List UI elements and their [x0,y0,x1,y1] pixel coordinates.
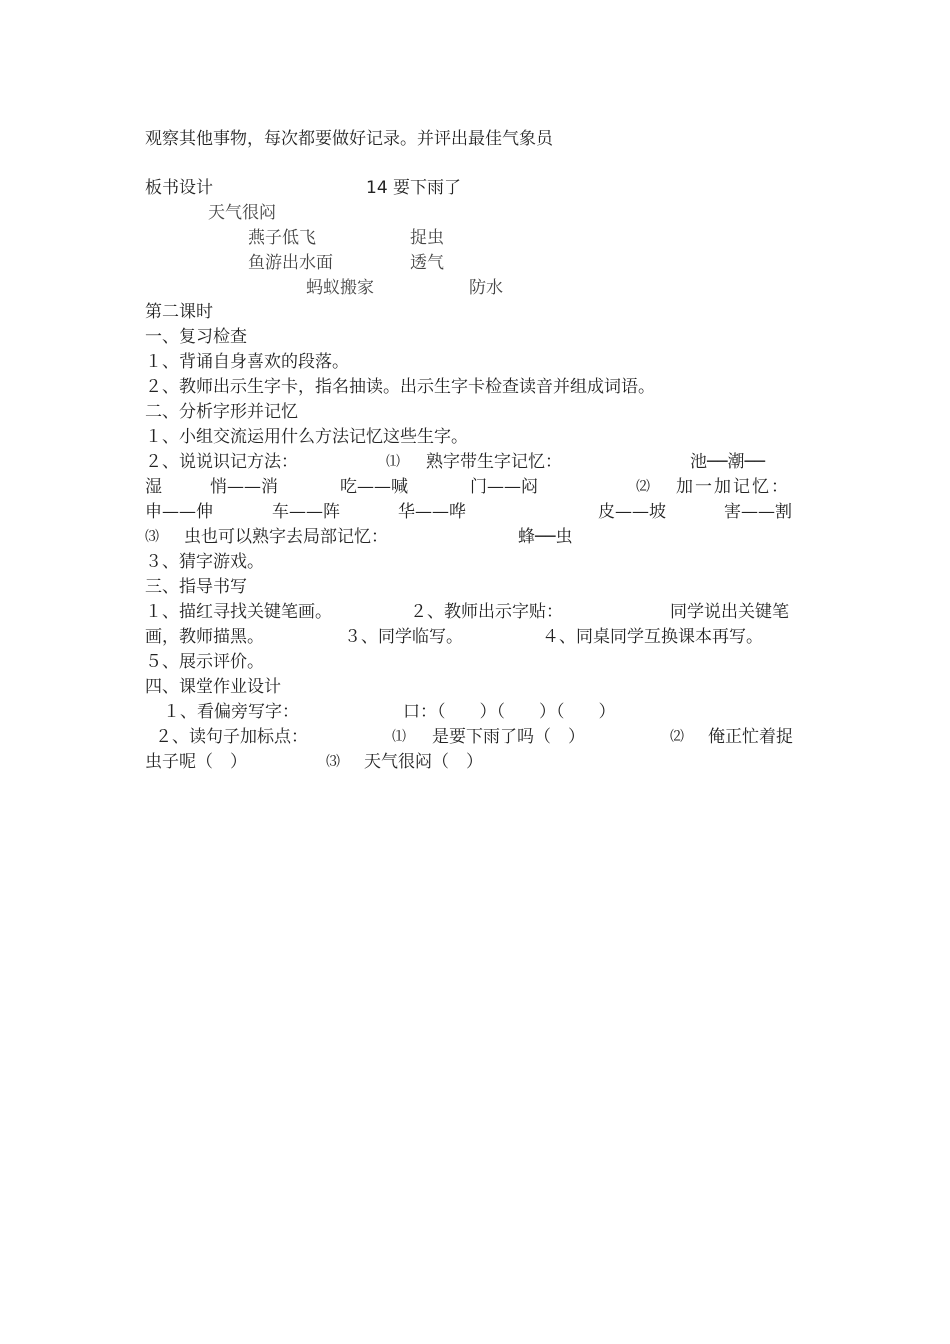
sentence-2-end: 虫子呢（ ） [145,752,247,772]
method-1-pair-start: 池──潮── [690,452,765,472]
sentence-3: 天气很闷（ ） [364,752,483,772]
section-3-heading: 三、指导书写 [145,577,247,597]
section-3-item-2-cont: 同学说出关键笔 [670,602,789,622]
section-2-item-3: ３、猜字游戏。 [145,552,264,572]
section-1-heading: 一、复习检查 [145,327,247,347]
section-1-item-1: １、背诵自身喜欢的段落。 [145,352,349,372]
section-2-heading: 二、分析字形并记忆 [145,402,298,422]
section-3-item-2: ２、教师出示字贴： [410,602,563,622]
section-3-item-3: ３、同学临写。 [344,627,463,647]
pair-feng-chong: 蜂──虫 [518,527,573,547]
board-label: 板书设计 [145,178,213,198]
method-1-label: 熟字带生字记忆： [426,452,562,472]
method-2-label: 加一加记忆： [676,477,790,497]
section-3-item-4: ４、同桌同学互换课本再写。 [542,627,763,647]
method-number-2: ⑵ [636,479,650,495]
sentence-number-3: ⑶ [326,754,340,770]
board-reason-2: 透气 [410,253,444,273]
method-3-label: 虫也可以熟字去局部记忆： [184,527,388,547]
section-3-item-1: １、描红寻找关键笔画。 [145,602,332,622]
pair-hai-ge: 害——割 [724,502,792,522]
section-4-item-1-blanks: 口：（ ）（ ）（ ） [403,702,616,722]
intro-text: 观察其他事物，每次都要做好记录。并评出最佳气象员 [145,129,553,149]
lesson-title: 第二课时 [145,302,213,322]
board-reason-1: 捉虫 [410,228,444,248]
section-3-item-5: ５、展示评价。 [145,652,264,672]
section-4-item-2: ２、读句子加标点： [155,727,308,747]
method-number-3: ⑶ [145,529,159,545]
board-root: 天气很闷 [208,203,276,223]
pair-shen-shen: 申——伸 [145,502,213,522]
board-sign-1: 燕子低飞 [248,228,316,248]
sentence-number-2: ⑵ [670,729,684,745]
method-number-1: ⑴ [386,454,400,470]
section-4-heading: 四、课堂作业设计 [145,677,281,697]
pair-shi: 湿 [145,477,162,497]
board-reason-3: 防水 [469,278,503,298]
pair-che-zhen: 车——阵 [272,502,340,522]
sentence-1: 是要下雨了吗（ ） [432,727,585,747]
section-4-item-1: １、看偏旁写字： [163,702,299,722]
pair-qiao-xiao: 悄——消 [210,477,278,497]
section-2-item-1: １、小组交流运用什么方法记忆这些生字。 [145,427,468,447]
pair-hua-hua: 华——哗 [398,502,466,522]
board-sign-3: 蚂蚁搬家 [306,278,374,298]
board-sign-2: 鱼游出水面 [248,253,333,273]
section-1-item-2: ２、教师出示生字卡，指名抽读。出示生字卡检查读音并组成词语。 [145,377,655,397]
pair-men-men: 门——闷 [470,477,538,497]
pair-chi-han: 吃——喊 [340,477,408,497]
board-title: 14 要下雨了 [366,178,462,198]
sentence-number-1: ⑴ [392,729,406,745]
section-2-item-2-label: ２、说说识记方法： [145,452,298,472]
section-3-item-2-end: 画，教师描黑。 [145,627,264,647]
sentence-2-start: 俺正忙着捉 [708,727,793,747]
pair-pi-po: 皮——坡 [598,502,666,522]
